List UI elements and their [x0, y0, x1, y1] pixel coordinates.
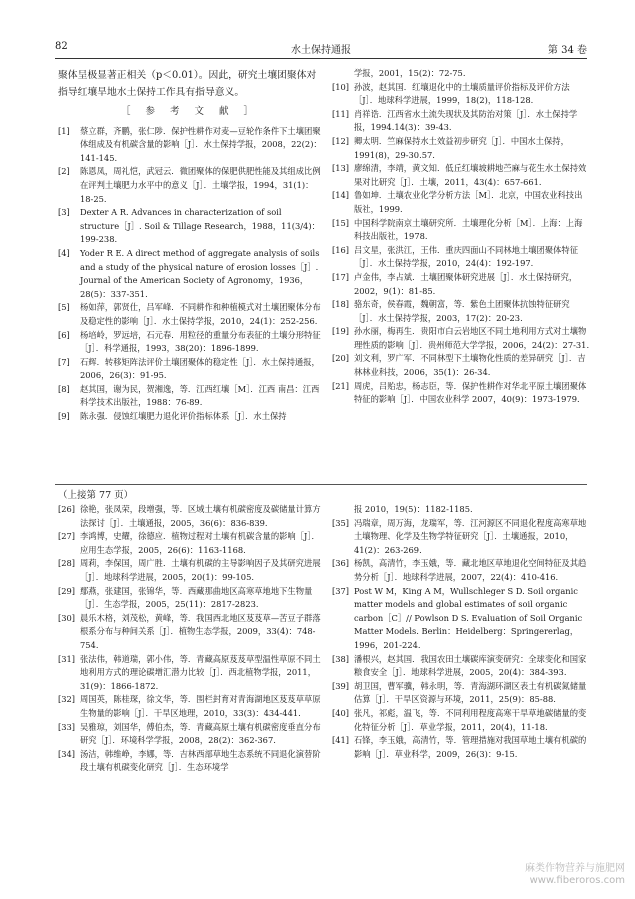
reference-number: [21] — [332, 380, 350, 391]
reference-item — [332, 244, 590, 271]
reference-item — [332, 503, 590, 517]
reference-number: [26] — [58, 504, 76, 514]
reference-text: 刘文利，罗广军．不同林型下土壤物化性质的差异研究［J］．吉林林业科技，2006，35(1)：26-34. — [354, 353, 586, 378]
reference-text: 周国英，陈桂琛，徐文华，等．围栏封育对青海湖地区芨芨草草原生物量的影响［J］．干旱区地理，2010，33(3)：434-441. — [80, 694, 321, 718]
reference-text: 汤洁，韩维峥，李娜，等．吉林西部草地生态系统不同退化演替阶段土壤有机碳变化研究［J］．生态环境学 — [80, 748, 321, 773]
reference-number: [7] — [58, 356, 70, 367]
reference-number: [40] — [332, 707, 350, 718]
reference-number: [28] — [58, 558, 76, 569]
reference-text: 吴雅琼，刘国华，傅伯杰，等．青藏高原土壤有机碳密度垂直分布研究［J］．环境科学学报，2008，28(2)：362-367. — [80, 721, 321, 746]
reference-text: Post W M，King A M，Wullschleger S D. Soil organic matter models and global estimates of soil organic carbon［C］// Powlson D S. Evaluation of Soil Organic Matter Models. Berlin：Heidelberg：Springererlag，1996，201-224. — [354, 585, 583, 650]
reference-number: [9] — [58, 411, 70, 422]
reference-text: 张法伟，韩道瑞，郭小伟，等．青藏高原芨芨草型温性草原不同土地利用方式的理论碳增汇潜力比较［J］．西北植物学报，2011，31(9)：1866-1872. — [80, 653, 321, 691]
reference-item — [332, 162, 590, 189]
reference-item — [58, 612, 322, 653]
reference-text: 石辉．转移矩阵法评价土壤团聚体的稳定性［J］．水土保持通报，2006，26(3)：91-95. — [80, 356, 320, 381]
reference-text: 石锋，李玉娥，高清竹，等．管理措施对我国草地土壤有机碳的影响［J］．草业科学，2009，26(3)：9-15. — [354, 735, 587, 759]
reference-item — [332, 707, 590, 734]
reference-number: [15] — [332, 217, 350, 228]
reference-number: [39] — [332, 680, 350, 691]
journal-title: 水土保持通报 — [291, 45, 351, 56]
reference-item — [332, 81, 590, 108]
reference-list-bottom-left — [58, 503, 322, 775]
reference-number: [38] — [332, 653, 350, 664]
reference-text: 杨培岭，罗远培，石元春．用粒径的重量分布表征的土壤分形特征［J］．科学通报，1993，38(20)：1896-1899. — [80, 329, 321, 354]
reference-text: 中国科学院南京土壤研究所．土壤理化分析［M］．上海：上海科技出版社，1978. — [354, 217, 583, 242]
reference-text: 冯瑞章，周万海，龙瑞军，等．江河源区不同退化程度高寒草地土壤物理、化学及生物学特征研究［J］．土壤通报，2010，41(2)：263-269. — [354, 517, 587, 555]
reference-text: 晨乐木格，刘茂松，黄峰，等．我国西北地区芨芨草—苦豆子群落根系分布与种间关系［J］．植物生态学报，2009，33(4)：748-754. — [80, 612, 321, 650]
reference-item — [58, 557, 322, 584]
reference-number: [20] — [332, 353, 350, 364]
reference-item — [332, 557, 590, 584]
site-watermark — [525, 863, 625, 887]
reference-item — [332, 352, 590, 379]
reference-text: 鄢燕，张建国，张锦华，等．西藏那曲地区高寒草地地下生物量［J］．生态学报，2005，25(11)：2817-2823. — [80, 585, 313, 610]
reference-text: 李鸿博，史耀，徐德应．植物过程对土壤有机碳含量的影响［J］．应用生态学报，2005，26(6)：1163-1168. — [80, 531, 320, 555]
reference-item — [332, 517, 590, 558]
reference-number: [34] — [58, 748, 76, 759]
header-rule — [55, 58, 587, 59]
reference-item — [332, 135, 590, 162]
reference-text: 学报，2001，15(2)：72-75. — [354, 68, 466, 78]
reference-number: [31] — [58, 653, 76, 664]
watermark-line-2: www.fiberoros.com — [529, 875, 625, 886]
reference-item — [332, 108, 590, 135]
reference-item — [58, 247, 322, 301]
reference-list-right — [332, 67, 590, 407]
reference-item — [332, 653, 590, 680]
reference-number: [35] — [332, 517, 350, 528]
reference-number: [3] — [58, 207, 70, 218]
reference-number: [1] — [58, 125, 70, 136]
reference-item — [332, 67, 590, 81]
reference-number: [5] — [58, 302, 70, 313]
reference-item — [332, 298, 590, 325]
reference-text: 赵其国，谢为民，贺湘逸，等．江西红壤［M］．江西 南昌：江西科学技术出版社，1988：76-89. — [80, 383, 320, 408]
continuation-rule — [55, 484, 587, 485]
reference-list-left — [58, 125, 322, 424]
reference-item — [332, 585, 590, 653]
reference-text: 蔡立群，齐鹏，张仁陟．保护性耕作对麦—豆轮作条件下土壤团聚体组成及有机碳含量的影响［J］．水土保持学报，2008，22(2)：141-145. — [80, 125, 322, 163]
reference-item — [332, 380, 590, 407]
reference-text: 骆东奇，侯春霞，魏朝富，等．紫色土团聚体抗蚀特征研究［J］．水土保持学报，2003，17(2)：20-23. — [354, 299, 570, 323]
reference-item — [332, 217, 590, 244]
left-column — [58, 67, 322, 424]
reference-text: 报 2010，19(5)：1182-1185. — [354, 504, 473, 514]
reference-text: 孙波，赵其国．红壤退化中的土壤质量评价指标及评价方法［J］．地球科学进展，1999，18(2)，118-128. — [354, 81, 570, 106]
reference-item — [58, 206, 322, 247]
page-number: 82 — [55, 41, 68, 52]
reference-number: [27] — [58, 531, 76, 542]
reference-text: 徐艳，张凤荣，段增强，等．区域土壤有机碳密度及碳储量计算方法探讨［J］．土壤通报，2005，36(6)：836-839. — [80, 504, 321, 528]
reference-item — [58, 530, 322, 557]
reference-text: 鲁如坤．土壤农业化学分析方法［M］．北京，中国农业科技出版社，1999. — [354, 190, 583, 214]
reference-number: [36] — [332, 558, 350, 569]
reference-number: [4] — [58, 247, 70, 258]
volume-label: 第 34 卷 — [547, 45, 587, 56]
reference-number: [32] — [58, 694, 76, 705]
reference-item — [58, 653, 322, 694]
reference-text: 吕文星，张洪江，王伟．重庆四面山不同林地土壤团聚体特征［J］．水土保持学报，2010，24(4)：192-197. — [354, 244, 579, 269]
reference-text: 陈恩凤，周礼恺，武冠云．微团聚体的保肥供肥性能及其组成比例在评判土壤肥力水平中的意义［J］．土壤学报，1994，31(1)：18-25. — [80, 166, 321, 204]
reference-number: [33] — [58, 721, 76, 732]
reference-item — [58, 301, 322, 328]
reference-item — [58, 165, 322, 206]
reference-text: 杨凯，高清竹，李玉娥，等．藏北地区草地退化空间特征及其趋势分析［J］．地球科学进展，2007，22(4)：410-416. — [354, 558, 587, 582]
reference-text: 胡卫国，曹军骥，韩永明，等．青海湖环湖区表土有机碳氮储量估算［J］．干旱区资源与环境，2011，25(9)：85-88. — [354, 680, 587, 705]
reference-item — [332, 325, 590, 352]
reference-text: 卢金伟，李占斌．土壤团聚体研究进展［J］．水土保持研究，2002，9(1)：81-85. — [354, 271, 578, 296]
reference-number: [14] — [332, 190, 350, 201]
reference-text: 张凡，祁彪，温飞，等．不同利用程度高寒干旱草地碳储量的变化特征分析［J］．草业学报，2011，20(4)，11-18. — [354, 707, 587, 732]
running-header — [55, 41, 587, 55]
reference-number: [8] — [58, 383, 70, 394]
reference-item — [58, 693, 322, 720]
reference-item — [58, 329, 322, 356]
reference-item — [58, 721, 322, 748]
reference-item — [58, 585, 322, 612]
continued-from-label: （上接第 77 页） — [58, 490, 134, 501]
bottom-left-column — [58, 503, 322, 775]
references-heading: ［ 参 考 文 献 ］ — [120, 106, 260, 117]
reference-number: [16] — [332, 244, 350, 255]
reference-list-bottom-right — [332, 503, 590, 761]
reference-text: Dexter A R. Advances in characterization of soil structure［J］. Soil & Tillage Research，1988，11(3/4)：199-238. — [80, 207, 320, 245]
reference-number: [37] — [332, 585, 350, 596]
reference-text: 陈永强．侵蚀红壤肥力退化评价指标体系［J］．水土保持 — [80, 411, 287, 422]
reference-text: 卿太明．竺麻保持水土效益初步研究［J］．中国水土保持，1991(8)，29-30.57. — [354, 135, 569, 160]
reference-item — [332, 271, 590, 298]
reference-text: 潘根兴，赵其国．我国农田土壤碳库演变研究：全球变化和国家粮食安全［J］．地球科学进展，2005，20(4)：384-393. — [354, 653, 587, 678]
reference-text: 周莉，李保国，周广胜．土壤有机碳的主导影响因子及其研究进展［J］．地球科学进展，2005，20(1)：99-105. — [80, 558, 321, 582]
reference-item — [58, 410, 322, 424]
reference-number: [11] — [332, 108, 350, 119]
reference-number: [6] — [58, 329, 70, 340]
reference-item — [58, 125, 322, 166]
reference-text: 廖绵清，李靖，黄文知．低丘红壤坡耕地苎麻与花生水土保持效果对比研究［J］．土壤，2011，43(4)：657-661. — [354, 163, 587, 187]
reference-number: [2] — [58, 166, 70, 177]
reference-item — [332, 680, 590, 707]
reference-text: Yoder R E. A direct method of aggregate analysis of soils and a study of the physical nature of erosion losses［J］. Journal of the American Society of Agronomy，1936，28(5)：337-351. — [80, 247, 320, 299]
reference-number: [18] — [332, 299, 350, 310]
reference-text: 杨如萍，郭贤仕，吕军峰．不同耕作和种植模式对土壤团聚体分布及稳定性的影响［J］．水土保持学报，2010，24(1)：252-256. — [80, 302, 321, 326]
reference-number: [30] — [58, 612, 76, 623]
watermark-line-1: 麻类作物营养与施肥网 — [525, 863, 625, 874]
reference-item — [58, 503, 322, 530]
reference-text: 周虎，吕贻忠，杨志臣，等．保护性耕作对华北平原土壤团聚体特征的影响［J］．中国农业科学 2007，40(9)：1973-1979. — [354, 380, 587, 405]
right-column — [332, 67, 590, 407]
reference-number: [41] — [332, 735, 350, 746]
reference-number: [10] — [332, 81, 350, 92]
reference-item — [58, 356, 322, 383]
reference-number: [12] — [332, 135, 350, 146]
intro-paragraph: 聚体呈极显著正相关（p＜0.01）。因此，研究土壤团聚体对指导红壤旱地水土保持工作具有指导意义。 — [58, 70, 317, 98]
reference-number: [13] — [332, 163, 350, 174]
reference-text: 肖祥诰．江西省水土流失现状及其防治对策［J］．水土保持学报，1994.14(3)：39-43. — [354, 108, 578, 133]
reference-text: 孙水丽，梅再生．贵阳市白云岩地区不同土地利用方式对土壤物理性质的影响［J］．贵州师范大学学报，2006，24(2)：27-31. — [354, 326, 590, 350]
reference-item — [332, 189, 590, 216]
reference-number: [17] — [332, 271, 350, 282]
bottom-right-column — [332, 503, 590, 761]
reference-number: [19] — [332, 326, 350, 337]
reference-item — [332, 734, 590, 761]
reference-item — [58, 748, 322, 775]
reference-item — [58, 383, 322, 410]
reference-number: [29] — [58, 585, 76, 596]
